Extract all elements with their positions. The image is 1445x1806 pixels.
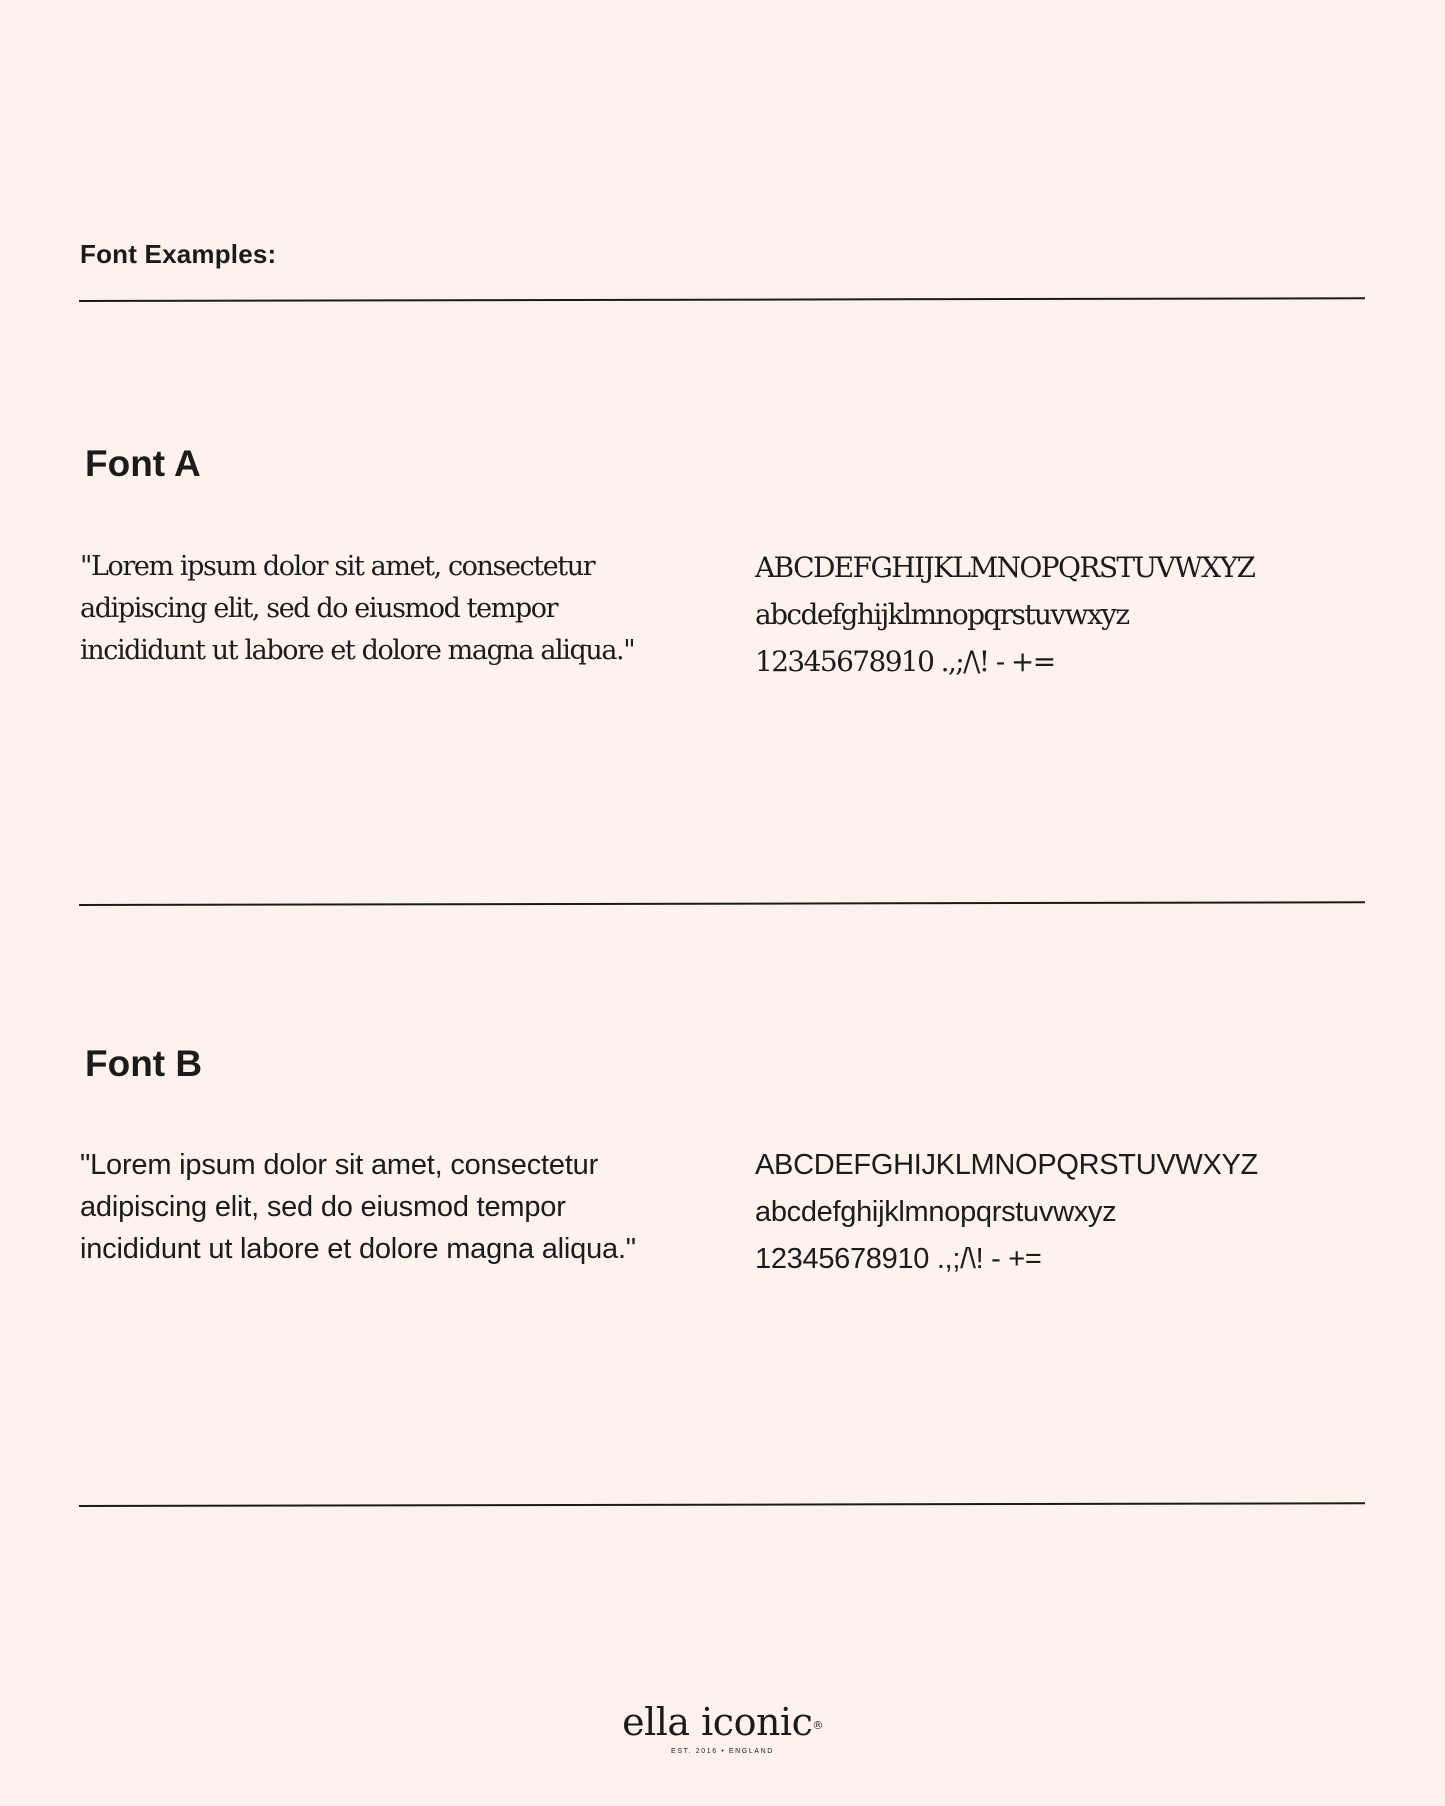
registered-mark: ® <box>812 1719 823 1732</box>
font-a-sample-text: "Lorem ipsum dolor sit amet, consectetur adipiscing elit, sed do eiusmod tempor incididunt ut labore et dolore magna aliqua." <box>80 551 635 666</box>
divider-bottom <box>79 1502 1365 1507</box>
font-b-sample-text: "Lorem ipsum dolor sit amet, consectetur adipiscing elit, sed do eiusmod tempor incididunt ut labore et dolore magna aliqua." <box>80 1149 636 1265</box>
brand-logo <box>0 1700 1445 1758</box>
divider-middle <box>79 901 1365 906</box>
font-b-numbers: 12345678910 .,;/\! - += <box>755 1243 1042 1275</box>
font-a-numbers: 12345678910 .,;/\! - += <box>755 645 1055 678</box>
font-b-uppercase: ABCDEFGHIJKLMNOPQRSTUVWXYZ <box>755 1149 1258 1181</box>
logo-tagline: EST. 2016 • ENGLAND <box>671 1748 774 1755</box>
font-b-charset <box>755 1142 1258 1283</box>
font-b-lowercase: abcdefghijklmnopqrstuvwxyz <box>755 1196 1117 1228</box>
page-heading: Font Examples: <box>80 239 277 269</box>
font-a-charset <box>755 544 1254 685</box>
logo-wordmark <box>0 1700 1445 1744</box>
font-a-title: Font A <box>85 443 201 484</box>
font-a-lowercase: abcdefghijklmnopqrstuvwxyz <box>755 598 1129 631</box>
logo-wordmark-text: ella iconic <box>622 1700 813 1744</box>
divider-top <box>79 297 1365 302</box>
font-b-title: Font B <box>85 1043 203 1084</box>
font-a-uppercase: ABCDEFGHIJKLMNOPQRSTUVWXYZ <box>755 551 1255 584</box>
